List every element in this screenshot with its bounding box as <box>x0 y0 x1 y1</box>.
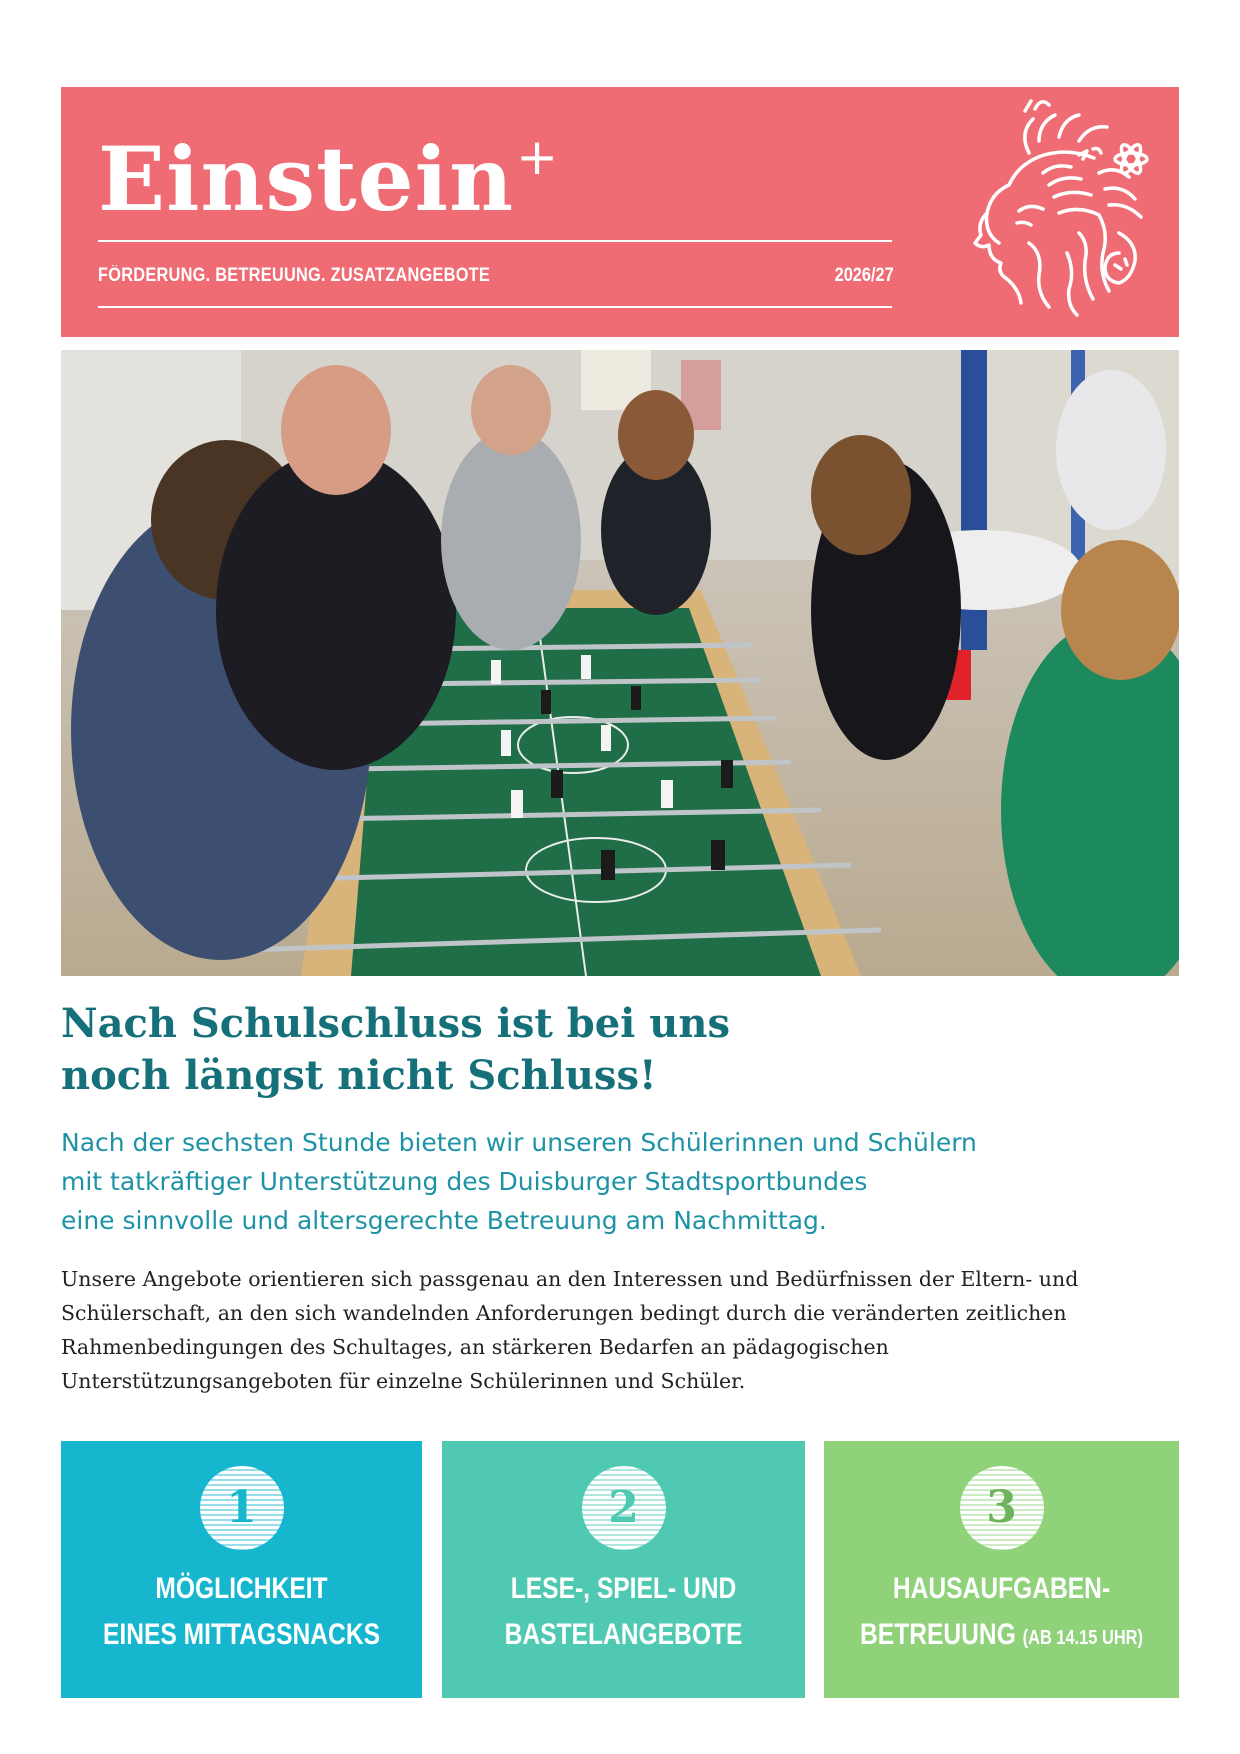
body-line-2: Schülerschaft, an den sich wandelnden Anforderungen bedingt durch die veränderten zeitlichen <box>61 1301 1067 1325</box>
feature-number-3: 3 <box>960 1466 1044 1550</box>
lead-line-2: mit tatkräftiger Unterstützung des Duisburger Stadtsportbundes <box>61 1167 868 1196</box>
feature-number-1: 1 <box>200 1466 284 1550</box>
headline-line-2: noch längst nicht Schluss! <box>61 1052 657 1099</box>
feature-box-3 <box>824 1441 1179 1698</box>
lead-paragraph <box>61 1123 1161 1240</box>
feature-time-note: (AB 14.15 UHR) <box>1022 1627 1143 1649</box>
students-playing-foosball-photo <box>61 350 1179 976</box>
headline-line-1: Nach Schulschluss ist bei uns <box>61 1000 730 1047</box>
brand-plus: + <box>516 127 559 186</box>
einstein-sketch-logo-icon <box>959 93 1159 323</box>
feature-label-2: LESE-, SPIEL- UND BASTELANGEBOTE <box>504 1572 743 1651</box>
header-rule-bottom <box>98 306 892 308</box>
header-tagline: FÖRDERUNG. BETREUUNG. ZUSATZANGEBOTE <box>98 265 491 286</box>
main-headline <box>61 998 1161 1102</box>
body-line-3: Rahmenbedingungen des Schultages, an stärkeren Bedarfen an pädagogischen <box>61 1335 889 1359</box>
feature-box-1 <box>61 1441 422 1698</box>
feature-label-1: MÖGLICHKEIT EINES MITTAGSNACKS <box>102 1572 380 1651</box>
body-line-4: Unterstützungsangeboten für einzelne Schülerinnen und Schüler. <box>61 1369 746 1393</box>
brand-title: Einstein+ <box>98 127 559 231</box>
page-header <box>61 87 1179 337</box>
feature-box-2 <box>442 1441 805 1698</box>
lead-line-1: Nach der sechsten Stunde bieten wir unseren Schülerinnen und Schülern <box>61 1128 977 1157</box>
feature-number-2: 2 <box>582 1466 666 1550</box>
feature-label-3: HAUSAUFGABEN- BETREUUNG (AB 14.15 UHR) <box>860 1572 1143 1651</box>
header-rule-top <box>98 240 892 242</box>
lead-line-3: eine sinnvolle und altersgerechte Betreuung am Nachmittag. <box>61 1206 827 1235</box>
body-line-1: Unsere Angebote orientieren sich passgenau an den Interessen und Bedürfnissen der Eltern- und <box>61 1267 1079 1291</box>
school-year: 2026/27 <box>834 265 894 286</box>
body-paragraph <box>61 1262 1176 1398</box>
